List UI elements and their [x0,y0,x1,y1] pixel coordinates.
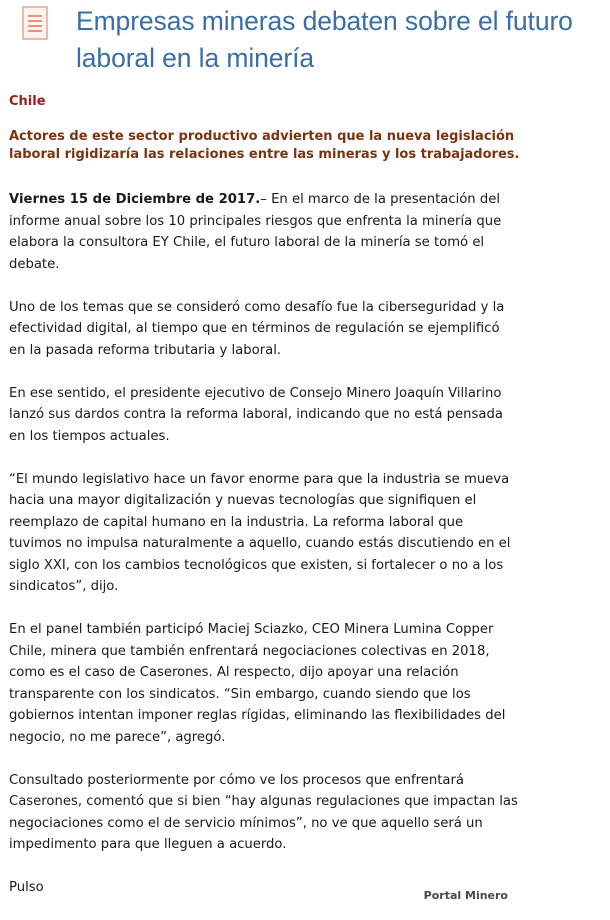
article-source: Pulso [9,880,44,895]
paragraph: Consultado posteriormente por cómo ve los procesos que enfrentará Caserones, comentó que si bien “hay algunas regulaciones que impactan las negociaciones como el de servicio mínimos”, no ve que aquello será un impedimento para que lleguen a acuerdo. [9,772,518,852]
paragraph: En el panel también participó Maciej Sciazko, CEO Minera Lumina Copper Chile, minera que también enfrentará negociaciones colectivas en 2018, como es el caso de Caserones. Al respecto, dijo apoyar una relación transparente con los sindicatos. “Sin embargo, cuando siendo que los gobiernos intentan imponer reglas rígidas, eliminando las flexibilidades del negocio, no me parece”, agregó. [9,622,506,745]
paragraph-intro-text: – En el marco de la presentación del informe anual sobre los 10 principales riesgos que enfrenta la minería que elabora la consultora EY Chile, el futuro laboral de la minería se tomó el debate. [9,192,502,272]
article-lead: Actores de este sector productivo advierten que la nueva legislación laboral rigidizaría las relaciones entre las mineras y los trabajadores. [9,129,520,162]
paragraph-intro [9,189,519,275]
paragraph: “El mundo legislativo hace un favor enorme para que la industria se mueva hacia una mayor digitalización y nuevas tecnologías que signifiquen el reemplazo de capital humano en la industria. La reforma laboral que tuvimos no impulsa naturalmente a aquello, cuando estás discutiendo en el siglo XXI, con los cambios tecnológicos que existen, si fortalecer o no a los sindicatos”, dijo. [9,471,511,594]
article-body [9,189,519,920]
paragraph: Uno de los temas que se consideró como desafío fue la ciberseguridad y la efectividad digital, al tiempo que en términos de regulación se ejemplificó en la pasada reforma tributaria y laboral. [9,299,505,358]
article-title: Empresas mineras debaten sobre el futuro laboral en la minería [76,6,573,73]
paragraph: En ese sentido, el presidente ejecutivo de Consejo Minero Joaquín Villarino lanzó sus dardos contra la reforma laboral, indicando que no está pensada en los tiempos actuales. [9,385,503,444]
document-icon [22,6,48,40]
article-date: Viernes 15 de Diciembre de 2017. [9,192,261,207]
footer-brand: Portal Minero [423,889,508,902]
section-label: Chile [9,94,46,109]
article-header [0,0,610,80]
